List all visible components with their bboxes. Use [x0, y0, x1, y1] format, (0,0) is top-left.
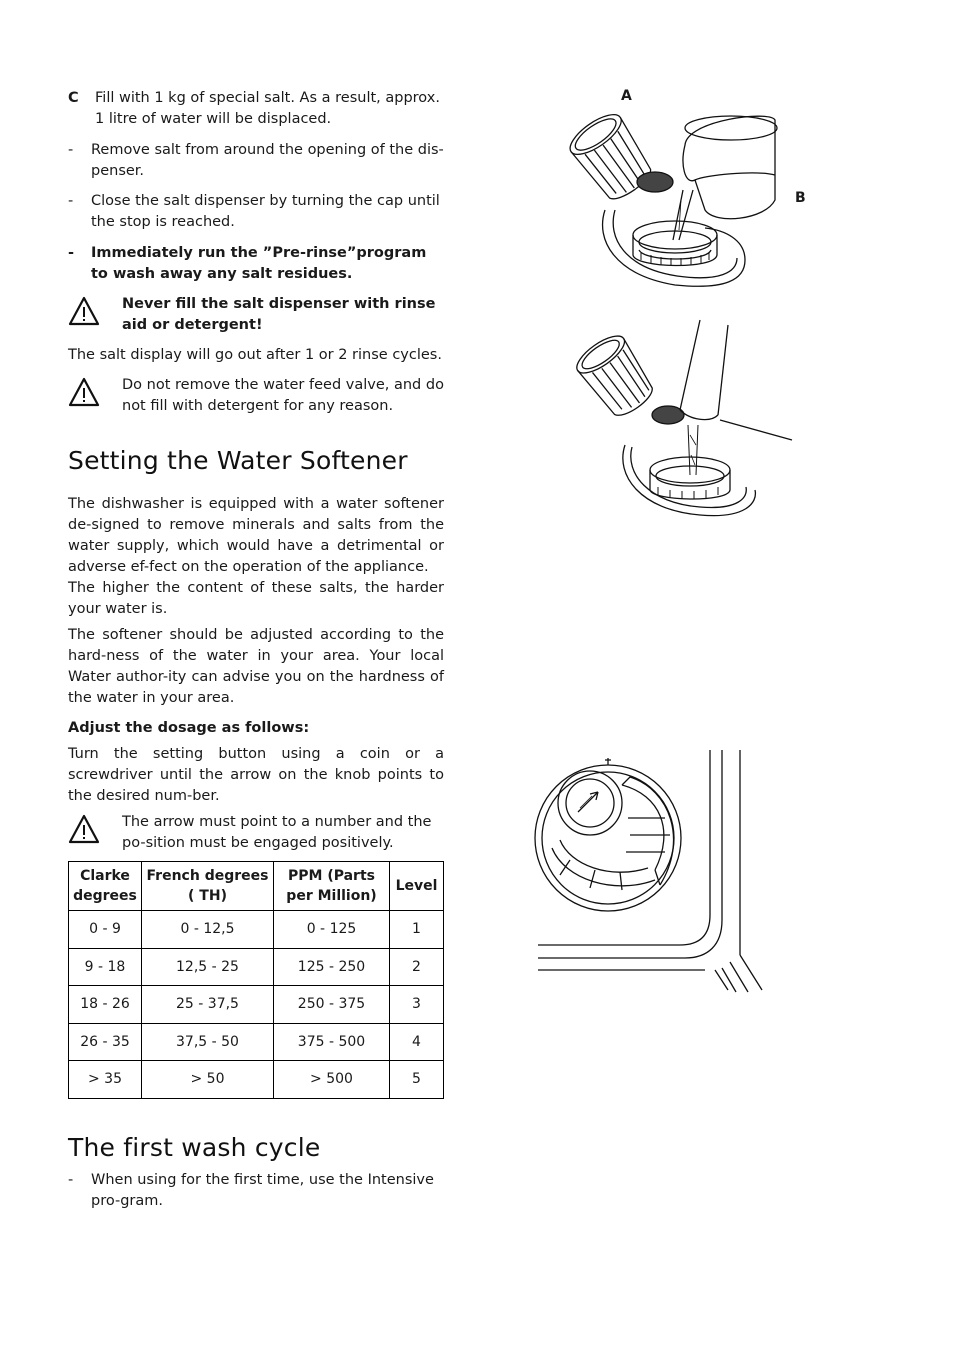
step-c-text: Fill with 1 kg of special salt. As a result, approx. 1 litre of water will be displaced.	[95, 90, 440, 127]
table-cell: > 500	[274, 1061, 390, 1099]
section-heading-first-wash: The first wash cycle	[68, 1133, 321, 1162]
warning-triangle-icon	[68, 296, 100, 326]
list-item	[68, 243, 444, 285]
table-header: Level	[390, 862, 444, 911]
list-item-text: When using for the first time, use the Intensive pro-gram.	[91, 1172, 434, 1209]
list-dash: -	[68, 1172, 74, 1188]
list-item-text: Close the salt dispenser by turning the cap until the stop is reached.	[91, 193, 440, 230]
salt-funnel-illustration	[570, 315, 805, 530]
table-cell: 3	[390, 986, 444, 1024]
step-c	[68, 88, 444, 130]
table-header: PPM (Parts per Million)	[274, 862, 390, 911]
list-dash: -	[68, 142, 74, 158]
table-cell: 25 - 37,5	[142, 986, 274, 1024]
table-cell: 125 - 250	[274, 948, 390, 986]
list-item-text: Immediately run the ”Pre-rinse”program to wash away any salt residues.	[91, 245, 427, 282]
table-cell: 4	[390, 1023, 444, 1061]
table-row	[69, 1023, 444, 1061]
list-item-text: Remove salt from around the opening of the dis-penser.	[91, 142, 444, 179]
turn-instruction: Turn the setting button using a coin or a screwdriver until the arrow on the knob points to the desired num-ber.	[68, 746, 444, 804]
table-cell: 12,5 - 25	[142, 948, 274, 986]
salt-filling-illustration	[555, 90, 815, 300]
table-row	[69, 1061, 444, 1099]
table-header-row	[69, 862, 444, 911]
list-item	[68, 1170, 444, 1212]
water-hardness-table	[68, 861, 444, 1099]
salt-display-note: The salt display will go out after 1 or 2 rinse cycles.	[68, 347, 442, 363]
table-cell: 1	[390, 911, 444, 949]
table-cell: 9 - 18	[69, 948, 142, 986]
table-cell: > 50	[142, 1061, 274, 1099]
step-letter: C	[68, 90, 79, 106]
table-cell: > 35	[69, 1061, 142, 1099]
table-row	[69, 986, 444, 1024]
table-cell: 37,5 - 50	[142, 1023, 274, 1061]
softener-adjust-info: The softener should be adjusted according to the hard-ness of the water in your area. Your local Water author-ity can advise you on the hardness of the water in your area.	[68, 627, 444, 706]
table-cell: 0 - 125	[274, 911, 390, 949]
table-row	[69, 948, 444, 986]
warning-text: Do not remove the water feed valve, and do not fill with detergent for any reason.	[122, 377, 444, 414]
table-cell: 5	[390, 1061, 444, 1099]
table-cell: 250 - 375	[274, 986, 390, 1024]
warning-note	[68, 375, 444, 417]
softener-dial-illustration	[530, 740, 770, 1000]
list-dash: -	[68, 193, 74, 209]
table-cell: 26 - 35	[69, 1023, 142, 1061]
table-cell: 2	[390, 948, 444, 986]
softener-harder: The higher the content of these salts, the harder your water is.	[68, 580, 444, 617]
list-item	[68, 191, 444, 233]
warning-text: The arrow must point to a number and the po-sition must be engaged positively.	[122, 814, 432, 851]
figure-label-a: A	[621, 88, 632, 104]
figure-label-b: B	[795, 190, 806, 206]
warning-text: Never fill the salt dispenser with rinse aid or detergent!	[122, 296, 436, 333]
table-cell: 18 - 26	[69, 986, 142, 1024]
warning-triangle-icon	[68, 814, 100, 844]
section-heading-softener: Setting the Water Softener	[68, 446, 408, 475]
table-row	[69, 911, 444, 949]
warning-triangle-icon	[68, 377, 100, 407]
table-header: Clarke degrees	[69, 862, 142, 911]
table-header: French degrees ( TH)	[142, 862, 274, 911]
list-item	[68, 140, 444, 182]
dosage-heading: Adjust the dosage as follows:	[68, 720, 310, 736]
table-cell: 0 - 9	[69, 911, 142, 949]
table-cell: 0 - 12,5	[142, 911, 274, 949]
warning-note	[68, 812, 444, 854]
table-cell: 375 - 500	[274, 1023, 390, 1061]
list-dash: -	[68, 245, 75, 261]
warning-note	[68, 294, 444, 336]
softener-intro: The dishwasher is equipped with a water softener de-signed to remove minerals and salts from the water supply, which would have a detrimental or adverse ef-fect on the operation of the appliance.	[68, 496, 444, 575]
